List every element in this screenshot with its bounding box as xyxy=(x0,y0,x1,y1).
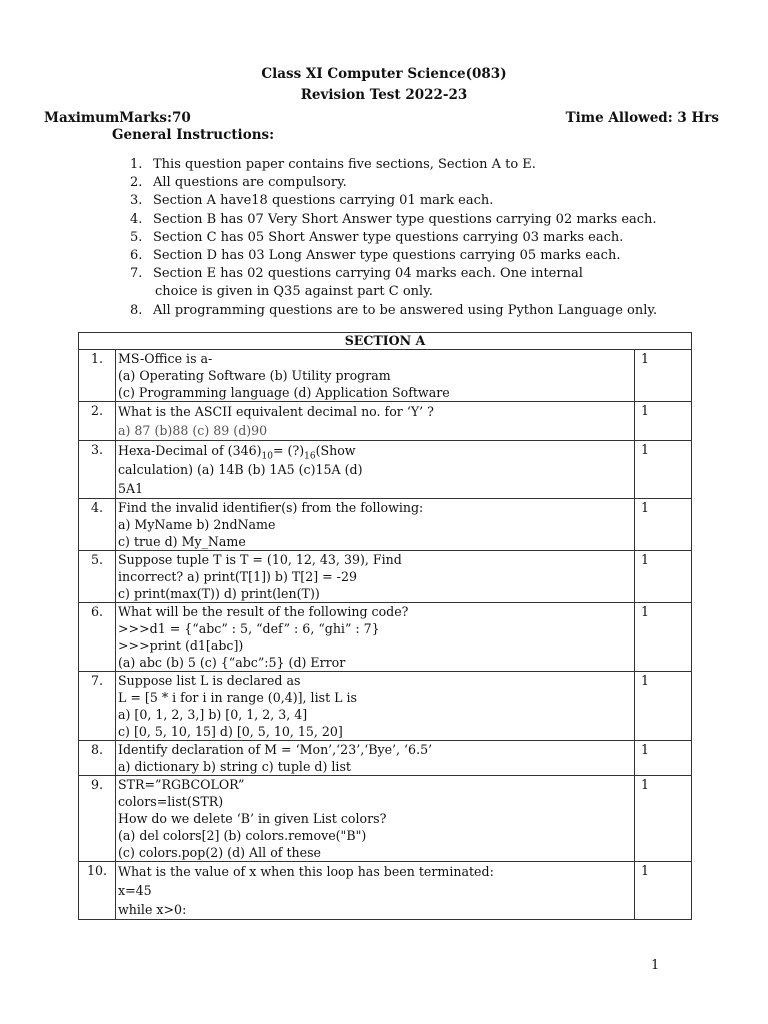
instruction-item: choice is given in Q35 against part C only. xyxy=(155,284,433,300)
question-marks: 1 xyxy=(635,499,692,551)
question-text: Identify declaration of M = ‘Mon’,‘23’,‘Bye’, ‘6.5’ a) dictionary b) string c) tuple d) list xyxy=(116,741,635,776)
instruction-item: 5. Section C has 05 Short Answer type questions carrying 03 marks each. xyxy=(130,229,624,245)
table-row xyxy=(79,441,692,499)
question-marks: 1 xyxy=(635,441,692,499)
question-marks: 1 xyxy=(635,776,692,862)
question-marks: 1 xyxy=(635,402,692,441)
question-text: What is the value of x when this loop has been terminated: x=45 while x>0: xyxy=(116,862,635,920)
question-number: 8. xyxy=(79,741,116,776)
table-row xyxy=(79,862,692,920)
maximum-marks: MaximumMarks:70 xyxy=(44,110,191,126)
question-text: MS-Office is a- (a) Operating Software (b) Utility program (c) Programming language (d) Application Software xyxy=(116,350,635,402)
question-text: What will be the result of the following code? >>>d1 = {“abc” : 5, “def” : 6, “ghi” : 7} >>>print (d1[abc]) (a) abc (b) 5 (c) {“abc”:5} (d) Error xyxy=(116,603,635,672)
question-text: Suppose list L is declared as L = [5 * i for i in range (0,4)], list L is a) [0, 1, 2, 3,] b) [0, 1, 2, 3, 4] c) [0, 5, 10, 15] d) [0, 5, 10, 15, 20] xyxy=(116,672,635,741)
question-number: 1. xyxy=(79,350,116,402)
table-row xyxy=(79,776,692,862)
question-text: Find the invalid identifier(s) from the following: a) MyName b) 2ndName c) true d) My_Name xyxy=(116,499,635,551)
question-marks: 1 xyxy=(635,350,692,402)
question-text: STR=”RGBCOLOR” colors=list(STR) How do we delete ‘B’ in given List colors? (a) del colors[2] (b) colors.remove("B") (c) colors.pop(2) (d) All of these xyxy=(116,776,635,862)
instructions-list xyxy=(130,156,657,320)
question-marks: 1 xyxy=(635,551,692,603)
instruction-item: 6. Section D has 03 Long Answer type questions carrying 05 marks each. xyxy=(130,247,621,263)
paper-title: Class XI Computer Science(083) xyxy=(261,66,507,82)
instruction-item: 7. Section E has 02 questions carrying 04 marks each. One internal xyxy=(130,266,583,282)
paper-subtitle: Revision Test 2022-23 xyxy=(300,87,468,103)
instruction-item: 4. Section B has 07 Very Short Answer type questions carrying 02 marks each. xyxy=(130,211,657,227)
question-number: 3. xyxy=(79,441,116,499)
table-row xyxy=(79,350,692,402)
instruction-item: 3. Section A have18 questions carrying 01 mark each. xyxy=(130,193,494,209)
question-marks: 1 xyxy=(635,741,692,776)
question-number: 4. xyxy=(79,499,116,551)
question-table xyxy=(78,332,692,920)
instruction-item: 2. All questions are compulsory. xyxy=(130,175,347,191)
table-row xyxy=(79,402,692,441)
question-marks: 1 xyxy=(635,603,692,672)
question-text: What is the ASCII equivalent decimal no. for ‘Y’ ? a) 87 (b)88 (c) 89 (d)90 xyxy=(116,402,635,441)
section-heading: SECTION A xyxy=(79,333,692,350)
question-text: Hexa-Decimal of $(346)_{10}=$ $(?)_{16}(Show$ calculation) (a) 14B (b) 1A5 (c)15A (d) 5A1 xyxy=(116,441,635,499)
table-row xyxy=(79,499,692,551)
general-instructions-heading: General Instructions: xyxy=(112,127,275,143)
table-row xyxy=(79,672,692,741)
question-number: 10. xyxy=(79,862,116,920)
page-number: 1 xyxy=(651,958,660,973)
question-marks: 1 xyxy=(635,862,692,920)
question-number: 9. xyxy=(79,776,116,862)
instruction-item: 1. This question paper contains five sections, Section A to E. xyxy=(130,157,536,172)
time-allowed: Time Allowed: 3 Hrs xyxy=(565,110,719,126)
question-text: Suppose tuple T is T = (10, 12, 43, 39), Find incorrect? a) print(T[1]) b) T[2] = -29 c) print(max(T)) d) print(len(T)) xyxy=(116,551,635,603)
table-row xyxy=(79,603,692,672)
table-row xyxy=(79,551,692,603)
question-marks: 1 xyxy=(635,672,692,741)
question-number: 7. xyxy=(79,672,116,741)
question-number: 5. xyxy=(79,551,116,603)
question-number: 6. xyxy=(79,603,116,672)
question-number: 2. xyxy=(79,402,116,441)
instruction-item: 8. All programming questions are to be answered using Python Language only. xyxy=(130,302,658,318)
table-row xyxy=(79,741,692,776)
